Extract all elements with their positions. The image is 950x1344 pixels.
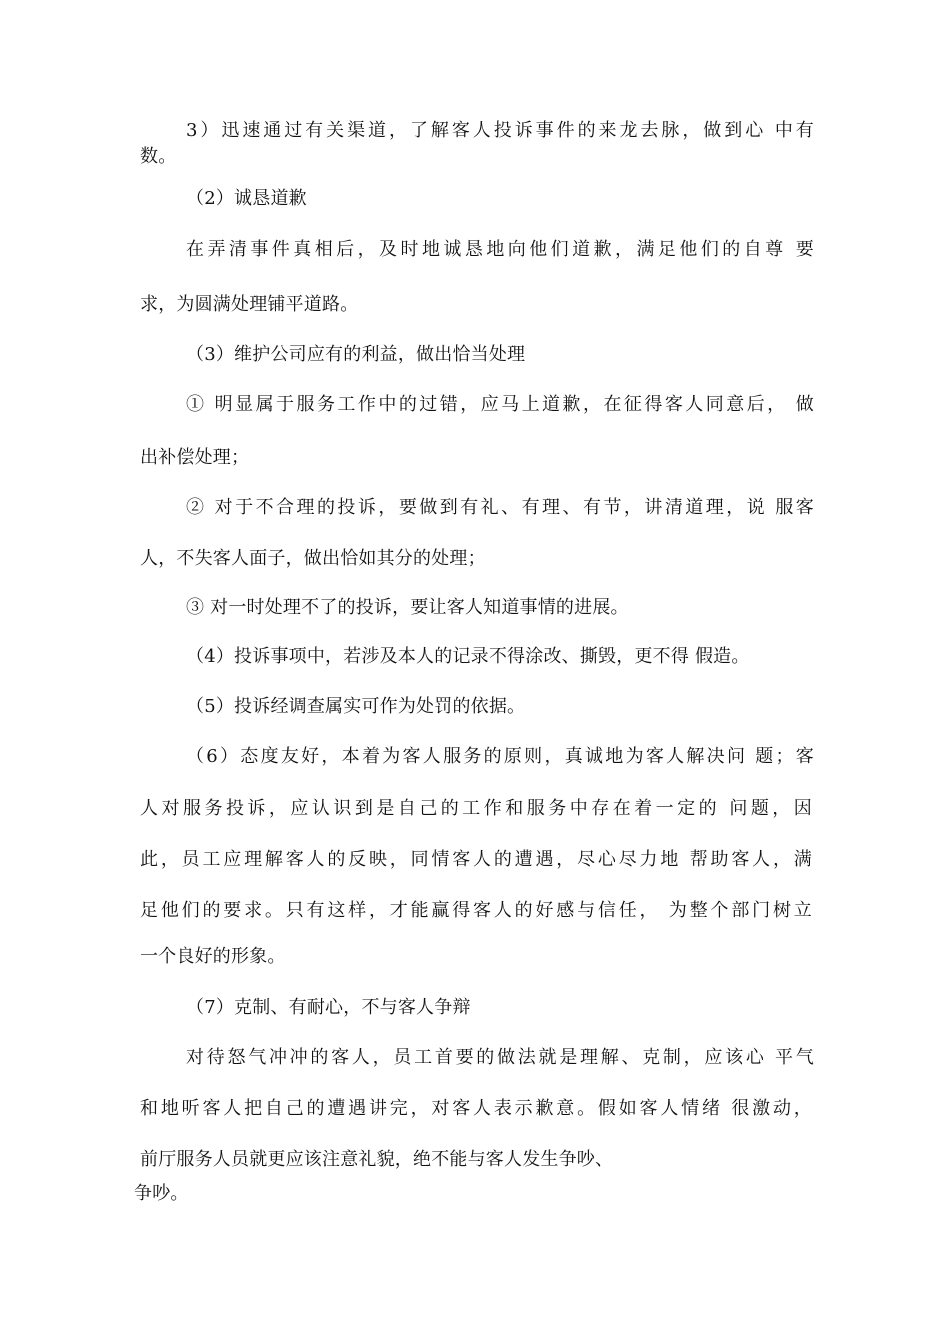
text-line: 此，员工应理解客人的反映，同情客人的遭遇，尽心尽力地 帮助客人，满: [140, 849, 812, 870]
section-heading: （3）维护公司应有的利益，做出恰当处理: [186, 344, 526, 365]
text-line: ① 明显属于服务工作中的过错，应马上道歉，在征得客人同意后， 做: [186, 394, 814, 415]
text-line: ② 对于不合理的投诉，要做到有礼、有理、有节，讲清道理，说 服客: [186, 497, 814, 518]
text-line: （5）投诉经调查属实可作为处罚的依据。: [186, 696, 526, 717]
text-line: 对待怒气冲冲的客人，员工首要的做法就是理解、克制，应该心 平气: [186, 1047, 814, 1068]
text-line: 3）迅速通过有关渠道，了解客人投诉事件的来龙去脉，做到心 中有: [186, 120, 814, 141]
text-line: 数。: [140, 146, 177, 167]
text-line: 前厅服务人员就更应该注意礼貌，绝不能与客人发生争吵、: [140, 1149, 614, 1170]
text-line: 求，为圆满处理铺平道路。: [140, 294, 359, 315]
text-line: 和地听客人把自己的遭遇讲完，对客人表示歉意。假如客人情绪 很激动，: [140, 1098, 812, 1119]
text-line: （4）投诉事项中，若涉及本人的记录不得涂改、撕毁，更不得 假造。: [186, 646, 750, 667]
section-heading: （2）诚恳道歉: [186, 188, 307, 209]
section-heading: （7）克制、有耐心，不与客人争辩: [186, 997, 471, 1018]
text-line: 一个良好的形象。: [140, 946, 286, 967]
text-line: 出补偿处理；: [140, 447, 250, 468]
text-line: ③ 对一时处理不了的投诉，要让客人知道事情的进展。: [186, 597, 629, 618]
text-line: 足他们的要求。只有这样，才能赢得客人的好感与信任， 为整个部门树立: [140, 900, 812, 921]
text-line: 人，不失客人面子，做出恰如其分的处理；: [140, 548, 486, 569]
text-line: （6）态度友好，本着为客人服务的原则，真诚地为客人解决问 题；客: [186, 746, 814, 767]
text-line: 在弄清事件真相后，及时地诚恳地向他们道歉，满足他们的自尊 要: [186, 239, 814, 260]
text-line: 人对服务投诉，应认识到是自己的工作和服务中存在着一定的 问题，因: [140, 798, 812, 819]
text-line: 争吵。: [134, 1183, 189, 1204]
